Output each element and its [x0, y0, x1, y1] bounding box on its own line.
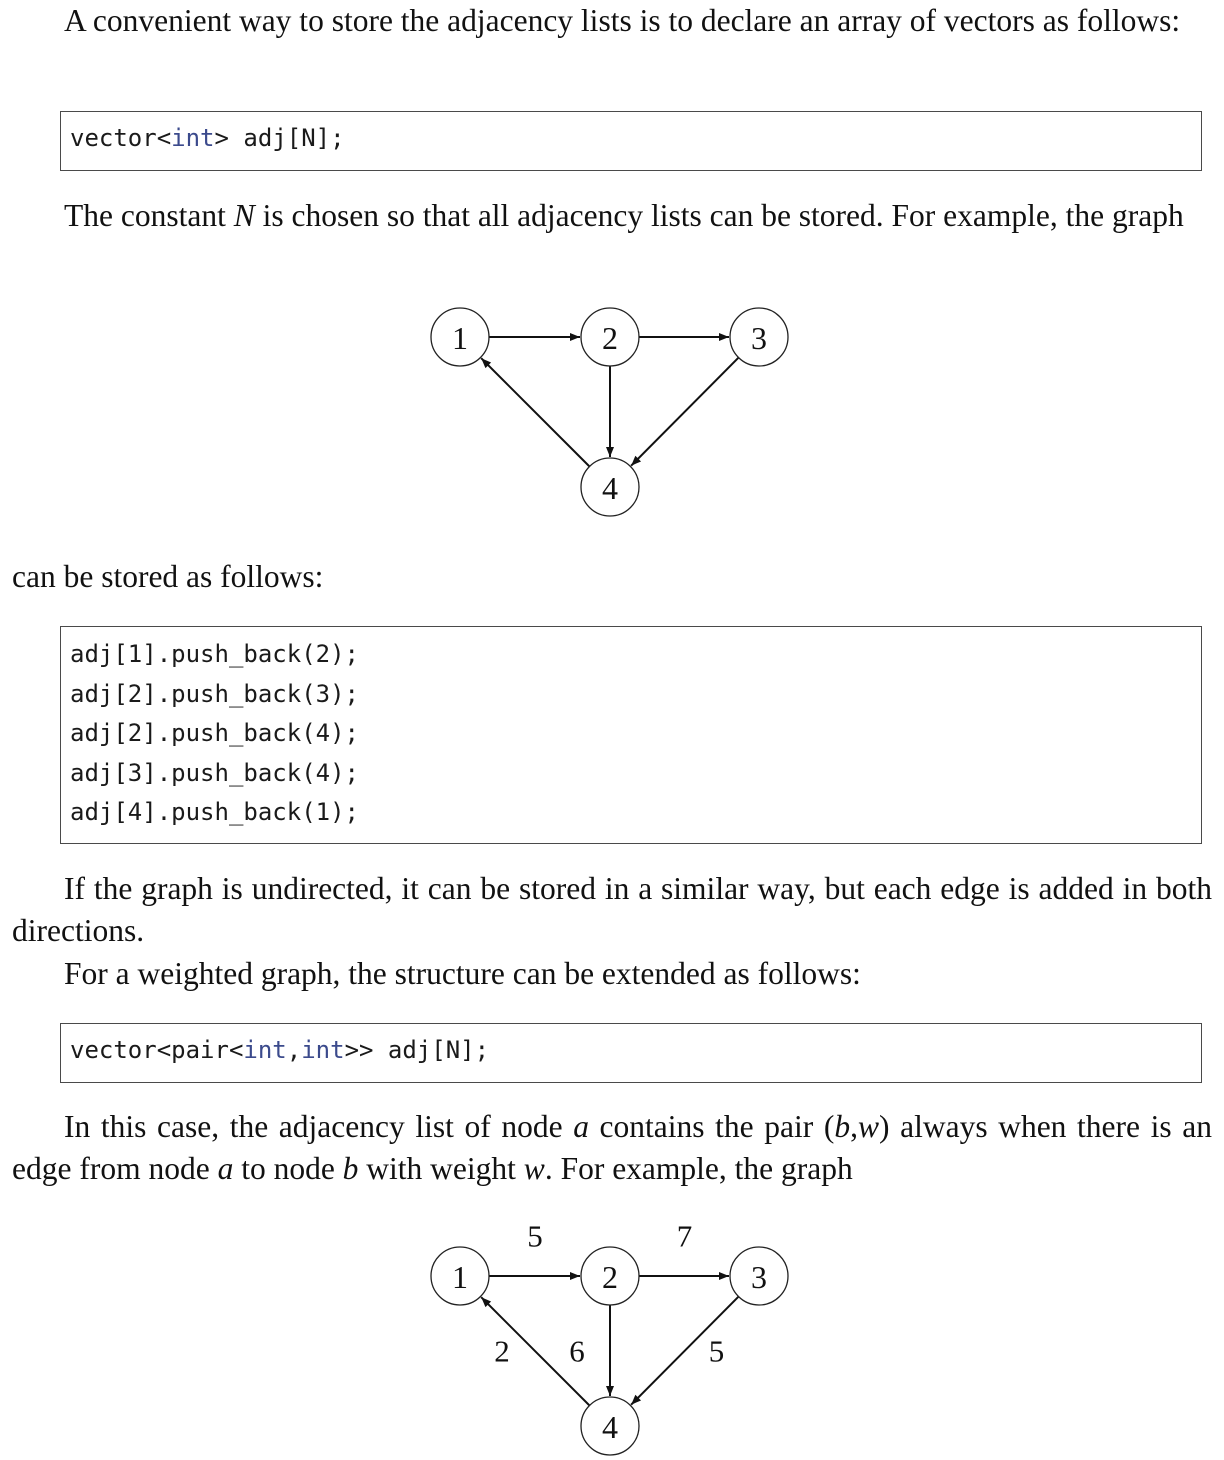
graph-node-3 — [730, 308, 788, 366]
code-keyword: int — [243, 1036, 287, 1064]
text: with weight — [358, 1151, 524, 1186]
text: can be stored as follows: — [12, 559, 324, 594]
text: ) always when there is an edge from node — [12, 1109, 1212, 1186]
text: If the graph is undirected, it can be stored in a similar way, but each edge is added in both directions. — [12, 871, 1212, 948]
edge-weight-label: 6 — [569, 1333, 585, 1369]
graph-diagram-unweighted — [410, 295, 810, 525]
edge-3-to-4 — [631, 358, 738, 466]
code-line: adj[2].push_back(3); — [70, 679, 359, 708]
code-block-vector-declaration — [60, 111, 1202, 171]
code-line — [70, 1036, 489, 1064]
graph-node-3 — [730, 1247, 788, 1305]
paragraph-constant-n — [12, 195, 1212, 237]
code-text: >> adj[N]; — [344, 1036, 490, 1064]
text: , — [850, 1109, 858, 1144]
paragraph-undirected — [12, 868, 1212, 952]
text: In this case, the adjacency list of node — [64, 1109, 574, 1144]
code-line: adj[2].push_back(4); — [70, 719, 359, 747]
edge-weight-label: 2 — [494, 1333, 510, 1369]
code-text: vector<pair< — [70, 1036, 244, 1064]
node-label: 3 — [751, 1259, 767, 1295]
math-variable: b — [342, 1151, 359, 1186]
edge-weight-label: 5 — [708, 1333, 725, 1369]
code-block-pair-declaration — [60, 1023, 1202, 1083]
node-label: 2 — [602, 1259, 618, 1295]
node-label: 4 — [602, 470, 618, 506]
graph-node-1 — [431, 308, 489, 366]
node-label: 4 — [602, 1409, 618, 1445]
paragraph-pair-explanation — [12, 1106, 1212, 1190]
math-variable: a — [217, 1151, 234, 1186]
paragraph-weighted — [12, 953, 1212, 995]
math-variable: N — [233, 198, 255, 233]
math-variable: a — [573, 1109, 589, 1144]
edge-weight-label: 7 — [676, 1218, 693, 1254]
code-keyword: int — [171, 124, 215, 152]
graph-node-2 — [581, 308, 639, 366]
node-label: 1 — [452, 1259, 468, 1295]
math-variable: w — [857, 1109, 879, 1144]
graph-node-1 — [431, 1247, 489, 1305]
text: contains the pair ( — [588, 1109, 835, 1144]
graph-diagram-weighted — [410, 1215, 810, 1460]
text: to node — [233, 1151, 343, 1186]
graph-node-4 — [581, 458, 639, 516]
text: The constant — [64, 198, 234, 233]
code-text: > adj[N]; — [214, 124, 345, 152]
paragraph-stored-as — [12, 556, 1212, 598]
code-line: adj[1].push_back(2); — [70, 640, 359, 668]
code-text: , — [286, 1036, 302, 1064]
code-line: adj[4].push_back(1); — [70, 798, 359, 826]
graph-node-2 — [581, 1247, 639, 1305]
node-label: 3 — [751, 320, 767, 356]
text: For a weighted graph, the structure can be extended as follows: — [64, 956, 861, 991]
graph-node-4 — [581, 1397, 639, 1455]
code-line — [70, 124, 345, 152]
code-line: adj[3].push_back(4); — [70, 758, 359, 787]
node-label: 1 — [452, 320, 468, 356]
math-variable: w — [523, 1151, 545, 1186]
code-keyword: int — [301, 1036, 345, 1064]
text: is chosen so that all adjacency lists can be stored. For example, the graph — [254, 198, 1184, 233]
code-block-push-back — [60, 626, 1202, 844]
math-variable: b — [834, 1109, 851, 1144]
code-text: vector< — [70, 124, 172, 152]
text: . For example, the graph — [544, 1151, 853, 1186]
edge-4-to-1 — [481, 358, 589, 466]
edge-weight-label: 5 — [527, 1218, 543, 1254]
node-label: 2 — [602, 320, 618, 356]
paragraph-intro-text: A convenient way to store the adjacency lists is to declare an array of vectors as follows: — [64, 3, 1181, 38]
paragraph-intro — [12, 0, 1212, 42]
